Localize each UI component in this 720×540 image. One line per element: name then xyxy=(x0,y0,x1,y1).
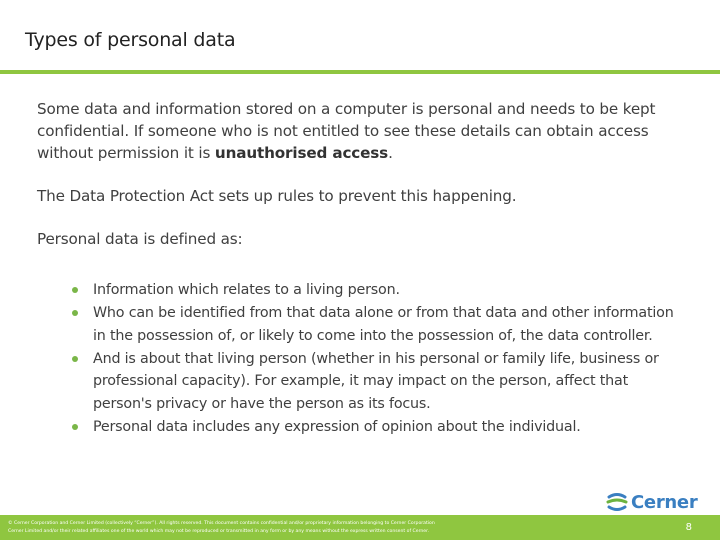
cerner-logo-icon xyxy=(606,491,628,513)
list-item-text: Personal data includes any expression of opinion about the individual. xyxy=(93,418,581,435)
footer-bar xyxy=(0,515,720,540)
page-title: Types of personal data xyxy=(25,29,236,51)
bullet-icon xyxy=(72,287,78,293)
paragraph-text: Some data and information stored on a computer is personal and needs to be kept confidential. If someone who is not entitled to see these details can obtain access without permission it is xyxy=(37,100,656,162)
list-item xyxy=(70,416,685,439)
bullet-icon xyxy=(72,424,78,430)
copyright-line-2: Cerner Limited and/or their related affiliates one of the world which may not be reproduced or transmitted in any form or by any means without the express written consent of Cerner. xyxy=(8,529,430,534)
paragraph-end: . xyxy=(388,144,393,162)
list-item-text: And is about that living person (whether in his personal or family life, business or professional capacity). For example, it may impact on the person, affect that person's privacy or have the person as its focus. xyxy=(93,350,659,412)
page-number: 8 xyxy=(685,522,692,533)
list-item xyxy=(70,302,685,347)
logo-wordmark: Cerner xyxy=(631,491,698,513)
paragraph-data-protection-act: The Data Protection Act sets up rules to prevent this happening. xyxy=(37,187,517,205)
bullet-icon xyxy=(72,310,78,316)
slide-body xyxy=(37,98,697,271)
copyright-line-1: © Cerner Corporation and Cerner Limited (collectively “Cerner”). All rights reserved. This document contains confidential and/or proprietary information belonging to Cerner Corporation xyxy=(8,521,435,526)
copyright-notice xyxy=(8,520,628,536)
list-item xyxy=(70,279,685,302)
paragraph-definition-intro: Personal data is defined as: xyxy=(37,230,243,248)
paragraph-unauthorised-access xyxy=(37,98,697,164)
list-item-text: Who can be identified from that data alone or from that data and other information in the possession of, or likely to come into the possession of, the data controller. xyxy=(93,305,674,344)
bold-term: unauthorised access xyxy=(214,144,389,162)
list-item xyxy=(70,348,685,416)
bullet-icon xyxy=(72,356,78,362)
definition-list xyxy=(70,279,685,439)
list-item-text: Information which relates to a living person. xyxy=(93,282,400,298)
cerner-logo xyxy=(606,489,697,515)
title-divider xyxy=(0,70,720,74)
